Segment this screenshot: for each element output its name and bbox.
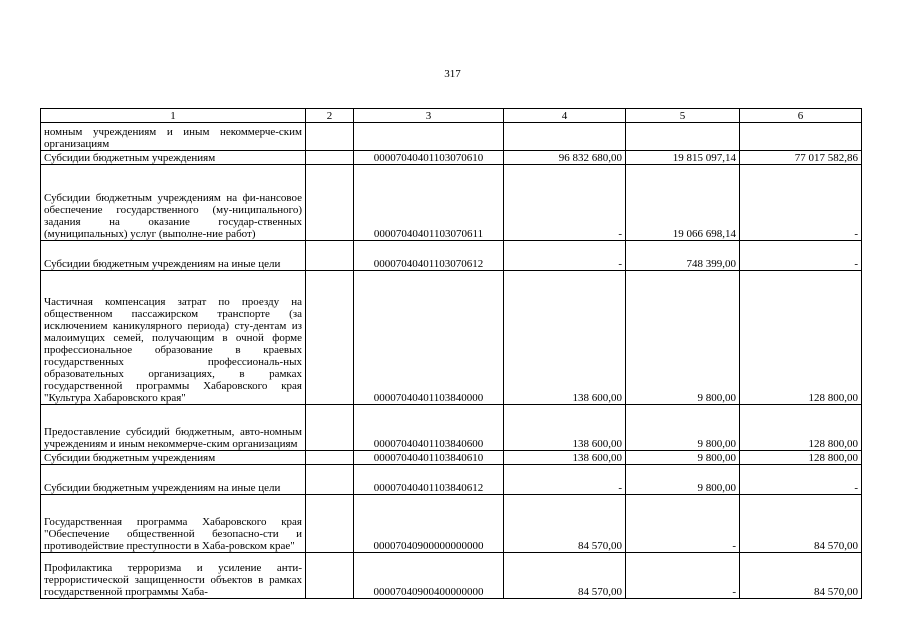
- table-row: [41, 271, 862, 405]
- row-value-6: 77 017 582,86: [740, 151, 862, 165]
- table-row: [41, 495, 862, 553]
- row-code: [354, 123, 504, 151]
- row-description: Предоставление субсидий бюджетным, авто-номным учреждениям и иным некоммерче-ским организациям: [41, 405, 306, 451]
- row-col2: [306, 123, 354, 151]
- table-row: [41, 465, 862, 495]
- row-code: 00007040401103070612: [354, 241, 504, 271]
- row-value-5: 748 399,00: [626, 241, 740, 271]
- row-code: 00007040401103070610: [354, 151, 504, 165]
- column-header: 1: [41, 109, 306, 123]
- row-col2: [306, 465, 354, 495]
- row-description: Субсидии бюджетным учреждениям: [41, 151, 306, 165]
- row-col2: [306, 151, 354, 165]
- page-number: 317: [444, 68, 461, 80]
- table-row: [41, 405, 862, 451]
- table-row: [41, 451, 862, 465]
- row-value-4: 84 570,00: [504, 495, 626, 553]
- row-value-4: -: [504, 165, 626, 241]
- row-value-5: 19 066 698,14: [626, 165, 740, 241]
- row-col2: [306, 165, 354, 241]
- table-row: [41, 123, 862, 151]
- row-description: Субсидии бюджетным учреждениям на иные цели: [41, 241, 306, 271]
- row-code: 00007040401103840000: [354, 271, 504, 405]
- row-value-4: -: [504, 241, 626, 271]
- row-description: Государственная программа Хабаровского края "Обеспечение общественной безопасно-сти и противодействие преступности в Хаба-ровском крае": [41, 495, 306, 553]
- row-value-6: -: [740, 465, 862, 495]
- row-value-4: 84 570,00: [504, 553, 626, 599]
- row-value-5: 9 800,00: [626, 465, 740, 495]
- row-value-5: -: [626, 495, 740, 553]
- row-description: номным учреждениям и иным некоммерче-ским организациям: [41, 123, 306, 151]
- row-value-6: -: [740, 165, 862, 241]
- row-value-4: 138 600,00: [504, 405, 626, 451]
- row-value-4: 138 600,00: [504, 271, 626, 405]
- column-header: 4: [504, 109, 626, 123]
- row-value-6: 128 800,00: [740, 405, 862, 451]
- row-col2: [306, 271, 354, 405]
- row-value-4: -: [504, 465, 626, 495]
- table-row: [41, 553, 862, 599]
- row-value-5: 9 800,00: [626, 451, 740, 465]
- row-col2: [306, 553, 354, 599]
- row-description: Субсидии бюджетным учреждениям на фи-нансовое обеспечение государственного (му-ниципального) задания на оказание государ-ственных (муниципальных) услуг (выполне-ние работ): [41, 165, 306, 241]
- row-value-5: [626, 123, 740, 151]
- row-value-6: 128 800,00: [740, 271, 862, 405]
- row-code: 00007040401103840600: [354, 405, 504, 451]
- column-header: 3: [354, 109, 504, 123]
- budget-table: [40, 108, 862, 599]
- row-value-6: 84 570,00: [740, 553, 862, 599]
- row-value-5: 19 815 097,14: [626, 151, 740, 165]
- row-value-4: 96 832 680,00: [504, 151, 626, 165]
- row-code: 00007040401103840612: [354, 465, 504, 495]
- row-value-6: -: [740, 241, 862, 271]
- table-row: [41, 165, 862, 241]
- row-value-4: [504, 123, 626, 151]
- row-code: 00007040900000000000: [354, 495, 504, 553]
- row-col2: [306, 405, 354, 451]
- row-value-5: 9 800,00: [626, 405, 740, 451]
- column-header: 6: [740, 109, 862, 123]
- row-value-6: 84 570,00: [740, 495, 862, 553]
- row-value-6: [740, 123, 862, 151]
- row-col2: [306, 451, 354, 465]
- row-value-5: -: [626, 553, 740, 599]
- row-description: Профилактика терроризма и усиление анти-террористической защищенности объектов в рамках государственной программы Хаба-: [41, 553, 306, 599]
- row-code: 00007040401103070611: [354, 165, 504, 241]
- table-header-row: [41, 109, 862, 123]
- row-code: 00007040401103840610: [354, 451, 504, 465]
- row-value-6: 128 800,00: [740, 451, 862, 465]
- row-description: Субсидии бюджетным учреждениям: [41, 451, 306, 465]
- row-description: Субсидии бюджетным учреждениям на иные цели: [41, 465, 306, 495]
- table-row: [41, 241, 862, 271]
- row-col2: [306, 495, 354, 553]
- row-description: Частичная компенсация затрат по проезду на общественном пассажирском транспорте (за исключением каникулярного периода) сту-дентам из малоимущих семей, получающим в очной форме профессиональное образование в краевых государственных профессиональ-ных образовательных организациях, в рамках государственной программы Хабаровского края "Культура Хабаровского края": [41, 271, 306, 405]
- row-code: 00007040900400000000: [354, 553, 504, 599]
- column-header: 5: [626, 109, 740, 123]
- row-col2: [306, 241, 354, 271]
- table-row: [41, 151, 862, 165]
- row-value-4: 138 600,00: [504, 451, 626, 465]
- row-value-5: 9 800,00: [626, 271, 740, 405]
- column-header: 2: [306, 109, 354, 123]
